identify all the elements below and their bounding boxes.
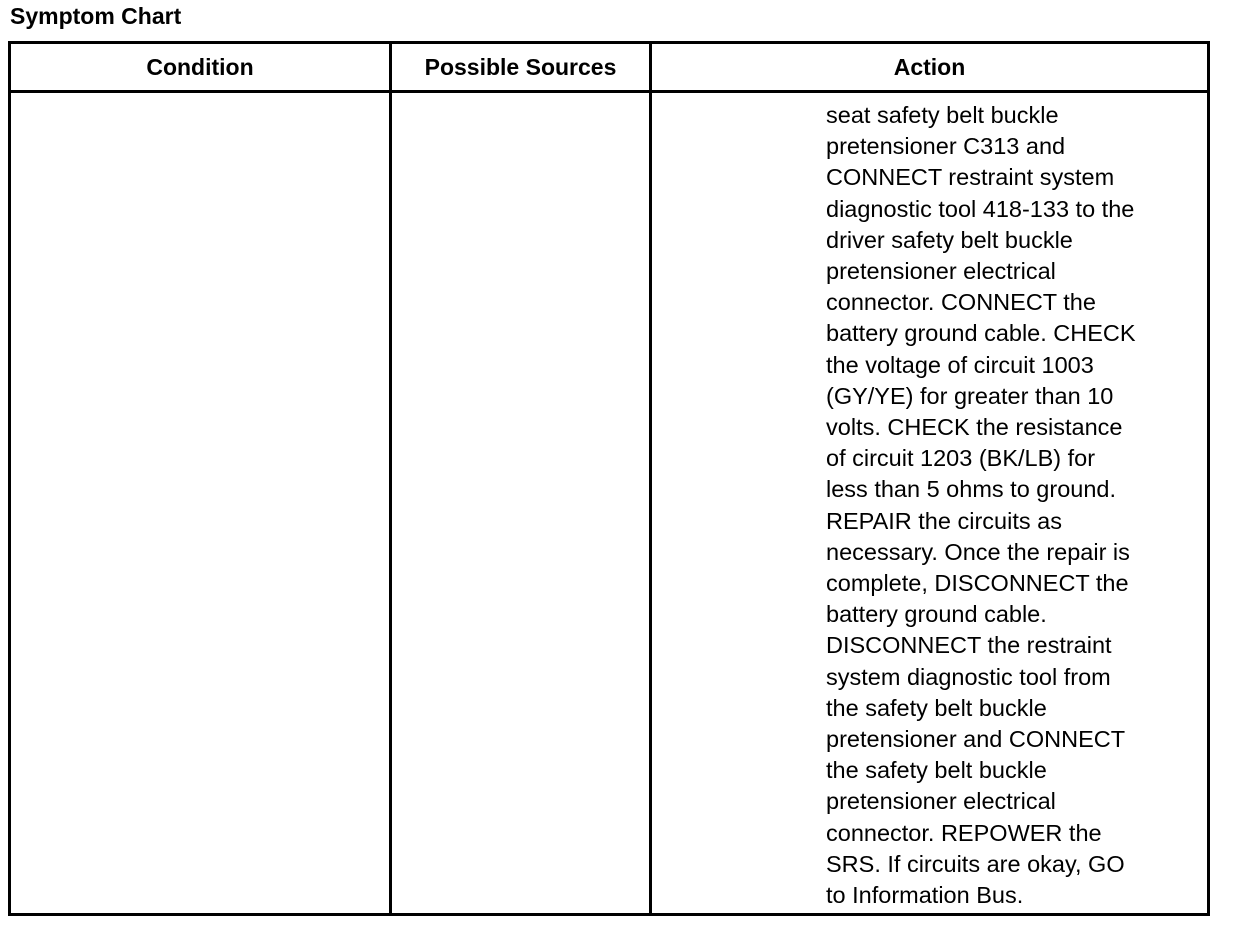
column-header-action: Action bbox=[651, 43, 1209, 92]
column-header-condition: Condition bbox=[10, 43, 391, 92]
table-header-row bbox=[10, 43, 1209, 92]
column-header-possible-sources: Possible Sources bbox=[391, 43, 651, 92]
page-title: Symptom Chart bbox=[10, 3, 182, 29]
condition-cell bbox=[10, 92, 391, 915]
possible-sources-cell bbox=[391, 92, 651, 915]
action-text: seat safety belt buckle pretensioner C313 and CONNECT restraint system diagnostic tool 418-133 to the driver safety belt buckle pretensioner electrical connector. CONNECT the battery ground cable. CHECK the voltage of circuit 1003 (GY/YE) for greater than 10 volts. CHECK the resistance of circuit 1203 (BK/LB) for less than 5 ohms to ground. REPAIR the circuits as necessary. Once the repair is complete, DISCONNECT the battery ground cable. DISCONNECT the restraint system diagnostic tool from the safety belt buckle pretensioner and CONNECT the safety belt buckle pretensioner electrical connector. REPOWER the SRS. If circuits are okay, GO to Information Bus. bbox=[826, 102, 1136, 909]
symptom-chart-table bbox=[8, 41, 1210, 916]
action-cell bbox=[651, 92, 1209, 915]
table-row bbox=[10, 92, 1209, 915]
